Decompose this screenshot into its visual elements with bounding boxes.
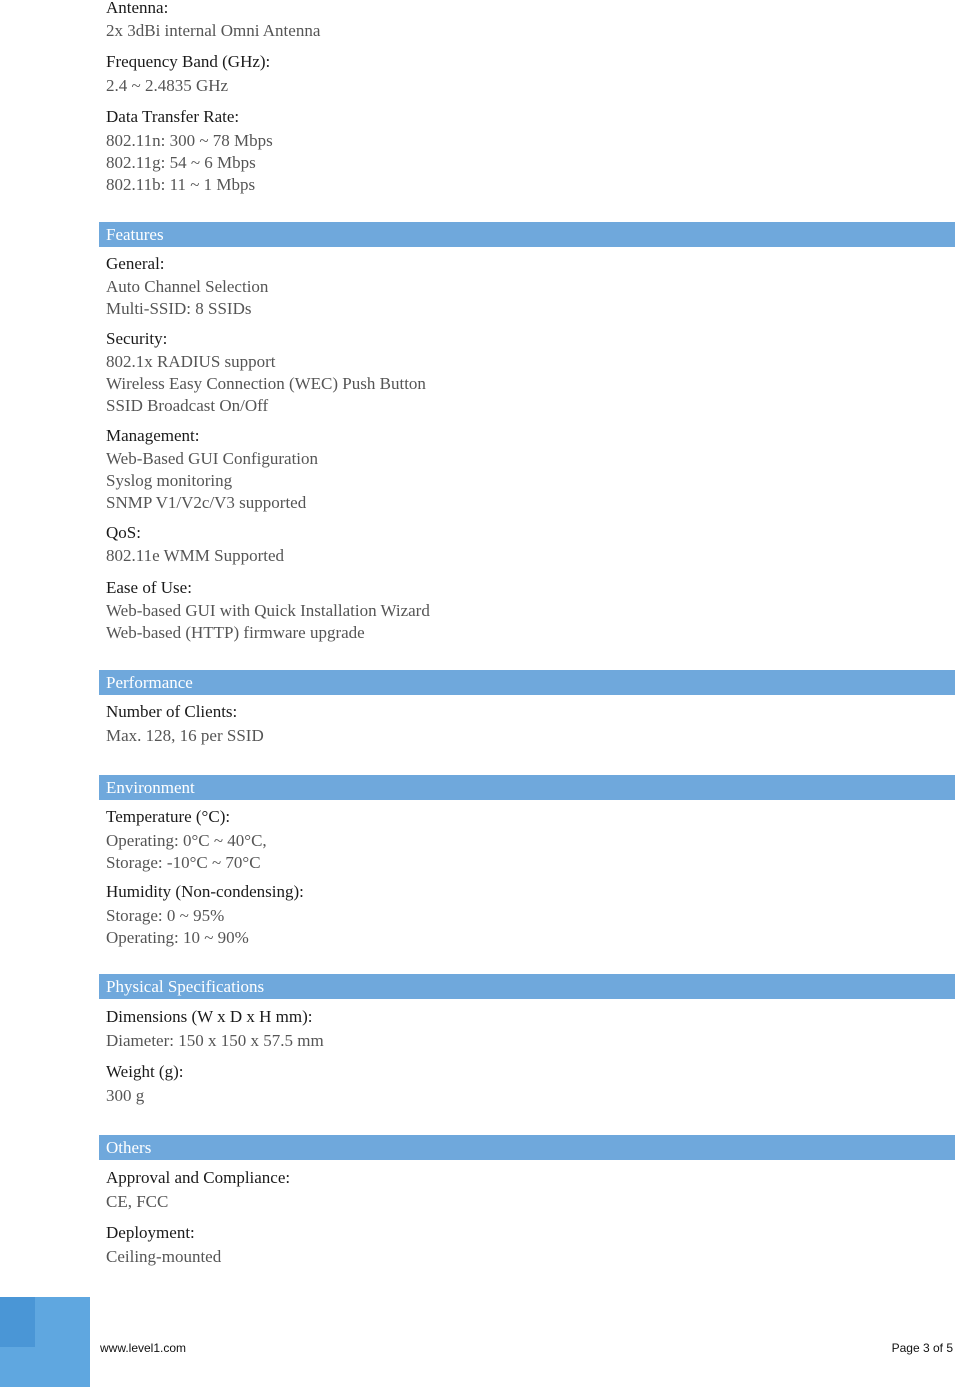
general-value: Multi-SSID: 8 SSIDs <box>106 299 252 318</box>
ease-of-use-value: Web-based GUI with Quick Installation Wizard <box>106 601 430 620</box>
data-rate-value: 802.11g: 54 ~ 6 Mbps <box>106 153 256 172</box>
footer-url-link[interactable]: www.level1.com <box>100 1341 187 1355</box>
section-title: Environment <box>106 778 195 797</box>
weight-label: Weight (g): <box>106 1062 184 1081</box>
general-label: General: <box>106 254 165 273</box>
frequency-label: Frequency Band (GHz): <box>106 52 271 71</box>
section-bar-physical <box>99 974 955 999</box>
management-label: Management: <box>106 426 200 445</box>
section-bar-performance <box>99 670 955 695</box>
ease-of-use-value: Web-based (HTTP) firmware upgrade <box>106 623 365 642</box>
clients-label: Number of Clients: <box>106 702 238 721</box>
approval-label: Approval and Compliance: <box>106 1168 291 1187</box>
data-rate-value: 802.11b: 11 ~ 1 Mbps <box>106 175 256 194</box>
security-value: SSID Broadcast On/Off <box>106 396 269 415</box>
security-value: Wireless Easy Connection (WEC) Push Button <box>106 374 426 393</box>
section-title: Features <box>106 225 164 244</box>
antenna-label: Antenna: <box>106 0 169 17</box>
humidity-value: Storage: 0 ~ 95% <box>106 906 225 925</box>
weight-value: 300 g <box>106 1086 145 1105</box>
security-value: 802.1x RADIUS support <box>106 352 276 371</box>
humidity-label: Humidity (Non-condensing): <box>106 882 304 901</box>
qos-label: QoS: <box>106 523 141 542</box>
qos-value: 802.11e WMM Supported <box>106 546 285 565</box>
page-number: Page 3 of 5 <box>891 1341 953 1355</box>
management-value: Web-Based GUI Configuration <box>106 449 319 468</box>
dimensions-label: Dimensions (W x D x H mm): <box>106 1007 313 1026</box>
security-label: Security: <box>106 329 168 348</box>
section-bar-features <box>99 222 955 247</box>
data-rate-label: Data Transfer Rate: <box>106 107 240 126</box>
section-bar-environment <box>99 775 955 800</box>
humidity-value: Operating: 10 ~ 90% <box>106 928 249 947</box>
deployment-value: Ceiling-mounted <box>106 1247 222 1266</box>
general-value: Auto Channel Selection <box>106 277 269 296</box>
approval-value: CE, FCC <box>106 1192 169 1211</box>
data-rate-value: 802.11n: 300 ~ 78 Mbps <box>106 131 273 150</box>
management-value: Syslog monitoring <box>106 471 233 490</box>
temperature-label: Temperature (°C): <box>106 807 231 826</box>
section-title: Others <box>106 1138 152 1157</box>
ease-of-use-label: Ease of Use: <box>106 578 192 597</box>
temperature-value: Storage: -10°C ~ 70°C <box>106 853 261 872</box>
clients-value: Max. 128, 16 per SSID <box>106 726 264 745</box>
dimensions-value: Diameter: 150 x 150 x 57.5 mm <box>106 1031 324 1050</box>
temperature-value: Operating: 0°C ~ 40°C, <box>106 831 267 850</box>
deployment-label: Deployment: <box>106 1223 195 1242</box>
footer-brand-accent <box>0 1297 35 1347</box>
section-bar-others <box>99 1135 955 1160</box>
management-value: SNMP V1/V2c/V3 supported <box>106 493 307 512</box>
frequency-value: 2.4 ~ 2.4835 GHz <box>106 76 229 95</box>
section-title: Physical Specifications <box>106 977 265 996</box>
antenna-value: 2x 3dBi internal Omni Antenna <box>106 21 321 40</box>
section-title: Performance <box>106 673 193 692</box>
